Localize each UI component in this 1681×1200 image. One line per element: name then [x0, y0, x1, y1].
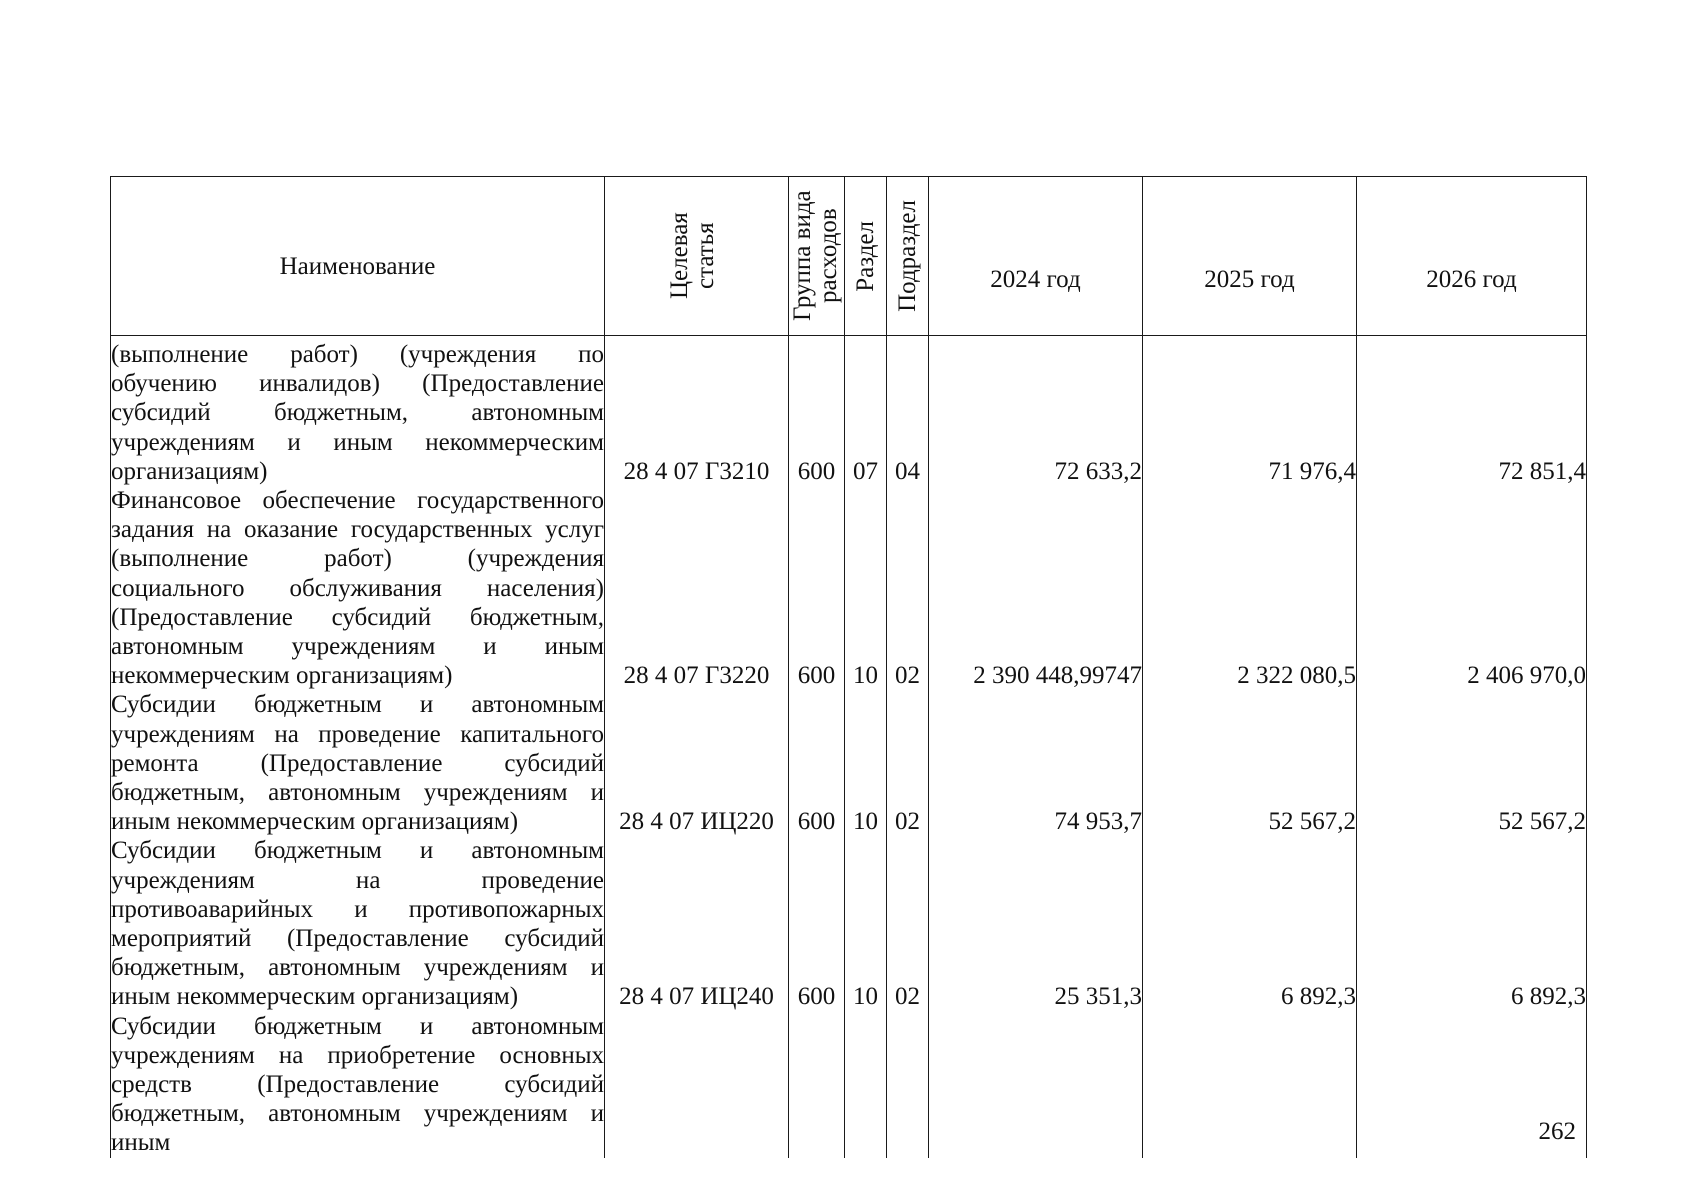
row-target-article: 28 4 07 ИЦ220 [605, 690, 789, 836]
header-year-2024: 2024 год [929, 177, 1143, 336]
table-header-row [111, 177, 1587, 336]
row-amount-2025: 52 567,2 [1143, 690, 1357, 836]
row-expense-group: 600 [789, 336, 845, 487]
row-amount-2024: 74 953,7 [929, 690, 1143, 836]
budget-table [110, 176, 1587, 1158]
row-amount-2026: 2 406 970,0 [1357, 486, 1587, 690]
table-row [111, 836, 1587, 1011]
row-target-article [605, 1012, 789, 1158]
row-amount-2024: 25 351,3 [929, 836, 1143, 1011]
row-expense-group: 600 [789, 486, 845, 690]
row-target-article: 28 4 07 Г3210 [605, 336, 789, 487]
row-subsection: 02 [887, 690, 929, 836]
row-section: 07 [845, 336, 887, 487]
row-subsection: 02 [887, 836, 929, 1011]
row-name: Субсидии бюджетным и автономным учреждениям на приобретение основных средств (Предоставление субсидий бюджетным, автономным учреждениям и иным [111, 1012, 604, 1157]
row-subsection [887, 1012, 929, 1158]
row-amount-2025: 6 892,3 [1143, 836, 1357, 1011]
row-subsection: 02 [887, 486, 929, 690]
row-section [845, 1012, 887, 1158]
row-expense-group: 600 [789, 836, 845, 1011]
table-row [111, 336, 1587, 487]
row-amount-2025: 71 976,4 [1143, 336, 1357, 487]
page-number: 262 [1538, 1118, 1576, 1145]
row-name: Финансовое обеспечение государственного задания на оказание государственных услуг (выполнение работ) (учреждения социального обслуживания населения) (Предоставление субсидий бюджетным, автономным учреждениям и иным некоммерческим организациям) [111, 487, 604, 690]
row-name: Субсидии бюджетным и автономным учреждениям на проведение противоаварийных и противопожарных мероприятий (Предоставление субсидий бюджетным, автономным учреждениям и иным некоммерческим организациям) [111, 837, 604, 1011]
row-amount-2026: 52 567,2 [1357, 690, 1587, 836]
header-year-2026: 2026 год [1357, 177, 1587, 336]
row-amount-2024 [929, 1012, 1143, 1158]
table-row [111, 1012, 1587, 1158]
row-subsection: 04 [887, 336, 929, 487]
header-expense-group: Группа вида расходов [789, 177, 845, 336]
row-section: 10 [845, 486, 887, 690]
header-year-2025: 2025 год [1143, 177, 1357, 336]
row-amount-2024: 72 633,2 [929, 336, 1143, 487]
row-amount-2025: 2 322 080,5 [1143, 486, 1357, 690]
header-name: Наименование [111, 177, 605, 336]
row-amount-2025 [1143, 1012, 1357, 1158]
row-target-article: 28 4 07 Г3220 [605, 486, 789, 690]
row-amount-2026: 72 851,4 [1357, 336, 1587, 487]
row-name: (выполнение работ) (учреждения по обучению инвалидов) (Предоставление субсидий бюджетным, автономным учреждениям и иным некоммерческим организациям) [111, 336, 605, 487]
row-section: 10 [845, 690, 887, 836]
table-row [111, 690, 1587, 836]
row-amount-2026: 6 892,3 [1357, 836, 1587, 1011]
row-target-article: 28 4 07 ИЦ240 [605, 836, 789, 1011]
header-section: Раздел [845, 177, 887, 336]
row-name: Субсидии бюджетным и автономным учреждениям на проведение капитального ремонта (Предоставление субсидий бюджетным, автономным учреждениям и иным некоммерческим организациям) [111, 691, 604, 836]
row-section: 10 [845, 836, 887, 1011]
row-expense-group [789, 1012, 845, 1158]
table-row [111, 486, 1587, 690]
row-amount-2024: 2 390 448,99747 [929, 486, 1143, 690]
row-expense-group: 600 [789, 690, 845, 836]
header-subsection: Подраздел [887, 177, 929, 336]
header-target-article: Целевая статья [605, 177, 789, 336]
